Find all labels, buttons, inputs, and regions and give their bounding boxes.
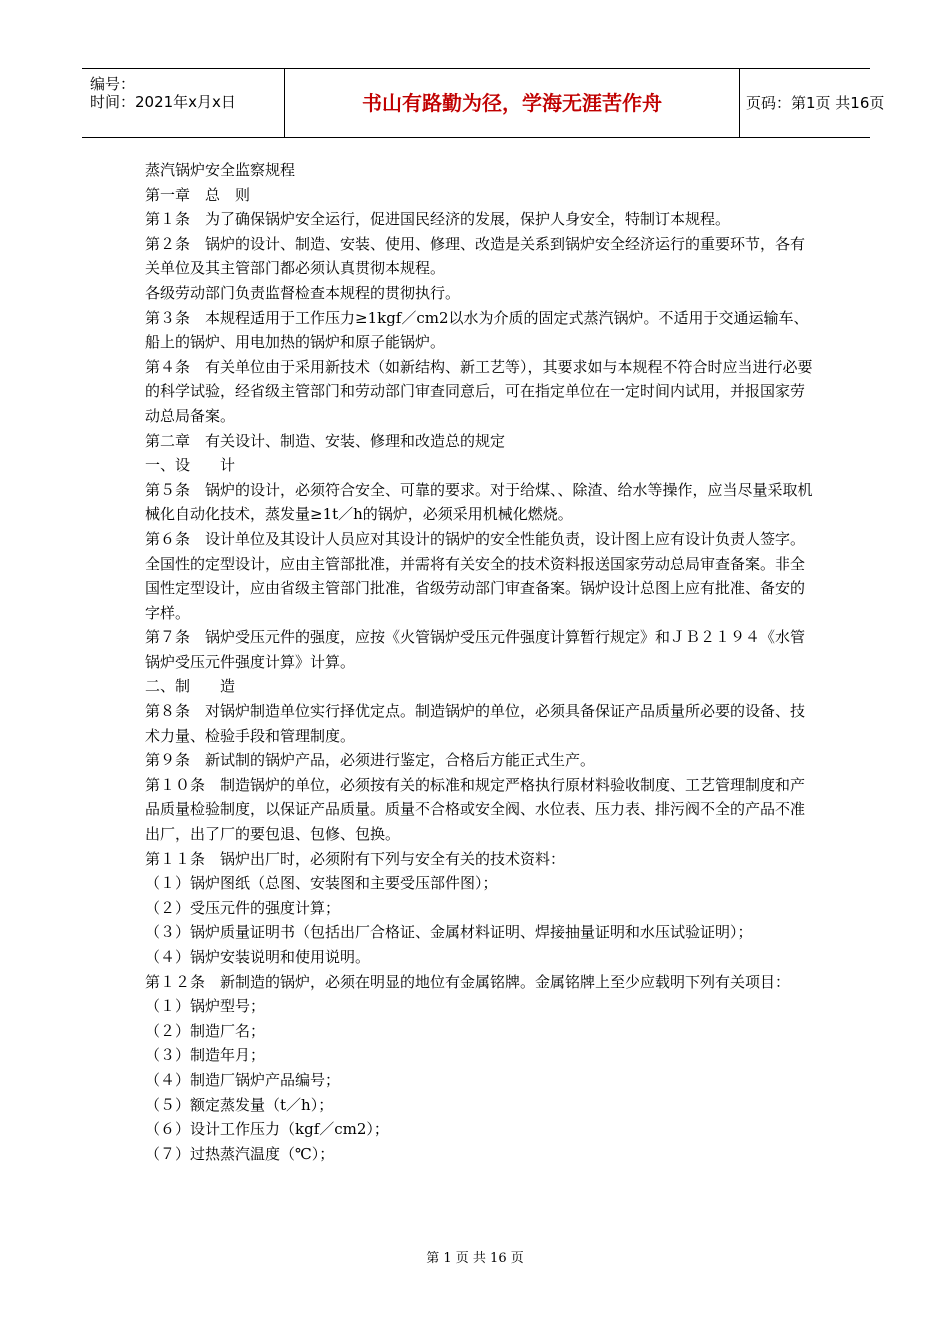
header-left-cell <box>82 69 284 137</box>
paragraph: 第６条 设计单位及其设计人员应对其设计的锅炉的安全性能负责，设计图上应有设计负责人签字。全国性的定型设计，应由主管部批准，并需将有关安全的技术资料报送国家劳动总局审查备案。非全国性定型设计，应由省级主管部门批准，省级劳动部门审查备案。锅炉设计总图上应有批准、备安的字样。 <box>145 529 806 622</box>
doc-title: 蒸汽锅炉安全监察规程 <box>145 161 296 179</box>
list-item: （４）制造厂锅炉产品编号； <box>145 1070 341 1089</box>
list-item: （５）额定蒸发量（t／h）； <box>145 1095 334 1114</box>
list-item: （６）设计工作压力（kgf／cm2）； <box>145 1120 389 1139</box>
paragraph: 第１条 为了确保锅炉安全运行，促进国民经济的发展，保护人身安全，特制订本规程。 <box>145 210 731 229</box>
paragraph: 第５条 锅炉的设计，必须符合安全、可靠的要求。对于给煤、、除渣、给水等操作，应当尽量采取机械化自动化技术，蒸发量≥1t／h的锅炉，必须采用机械化燃烧。 <box>145 480 813 524</box>
list-item: （１）锅炉图纸（总图、安装图和主要受压部件图）； <box>145 874 498 893</box>
paragraph: 第４条 有关单位由于采用新技术（如新结构、新工艺等），其要求如与本规程不符合时应当进行必要的科学试验，经省级主管部门和劳动部门审查同意后，可在指定单位在一定时间内试用，并报国家劳动总局备案。 <box>145 357 813 425</box>
list-item: （７）过热蒸汽温度（℃）； <box>145 1144 335 1163</box>
time-label: 时间：2021年x月x日 <box>90 93 236 111</box>
list-item: （３）锅炉质量证明书（包括出厂合格证、金属材料证明、焊接抽量证明和水压试验证明）； <box>145 923 753 942</box>
paragraph: 第２条 锅炉的设计、制造、安装、使用、修理、改造是关系到锅炉安全经济运行的重要环节，各有关单位及其主管部门都必须认真贯彻本规程。 <box>145 234 806 278</box>
paragraph: 第９条 新试制的锅炉产品，必须进行鉴定，合格后方能正式生产。 <box>145 751 596 770</box>
paragraph: 第７条 锅炉受压元件的强度，应按《火管锅炉受压元件强度计算暂行规定》和ＪＢ２１９４《水管锅炉受压元件强度计算》计算。 <box>145 628 806 671</box>
header-motto: 书山有路勤为径，学海无涯苦作舟 <box>284 69 740 137</box>
header-page-info: 页码：第1页 共16页 <box>746 94 885 112</box>
paragraph: 第１０条 制造锅炉的单位，必须按有关的标准和规定严格执行原材料验收制度、工艺管理制度和产品质量检验制度，以保证产品质量。质量不合格或安全阀、水位表、压力表、排污阀不全的产品不准出厂，出了厂的要包退、包修、包换。 <box>145 775 806 844</box>
chapter-heading: 第二章 有关设计、制造、安装、修理和改造总的规定 <box>145 431 506 450</box>
paragraph: 第１２条 新制造的锅炉，必须在明显的地位有金属铭牌。金属铭牌上至少应载明下列有关项目： <box>145 972 791 991</box>
paragraph: 第８条 对锅炉制造单位实行择优定点。制造锅炉的单位，必须具备保证产品质量所必要的设备、技术力量、检验手段和管理制度。 <box>145 702 806 745</box>
number-label: 编号： <box>90 75 136 93</box>
list-item: （４）锅炉安装说明和使用说明。 <box>145 948 371 966</box>
document-body <box>145 158 813 1166</box>
list-item: （１）锅炉型号； <box>145 997 266 1016</box>
section-heading: 一、设 计 <box>145 456 236 475</box>
paragraph: 第１１条 锅炉出厂时，必须附有下列与安全有关的技术资料： <box>145 849 566 868</box>
paragraph: 第３条 本规程适用于工作压力≥1kgf／cm2以水为介质的固定式蒸汽锅炉。不适用于交通运输车、船上的锅炉、用电加热的锅炉和原子能锅炉。 <box>145 308 809 352</box>
list-item: （３）制造年月； <box>145 1046 266 1065</box>
paragraph: 各级劳动部门负责监督检查本规程的贯彻执行。 <box>145 283 461 302</box>
list-item: （２）受压元件的强度计算； <box>145 898 341 917</box>
section-heading: 二、制 造 <box>145 677 236 696</box>
page-footer: 第 1 页 共 16 页 <box>426 1251 524 1266</box>
chapter-heading: 第一章 总 则 <box>145 185 251 204</box>
list-item: （２）制造厂名； <box>145 1021 266 1040</box>
page-header <box>82 68 885 138</box>
